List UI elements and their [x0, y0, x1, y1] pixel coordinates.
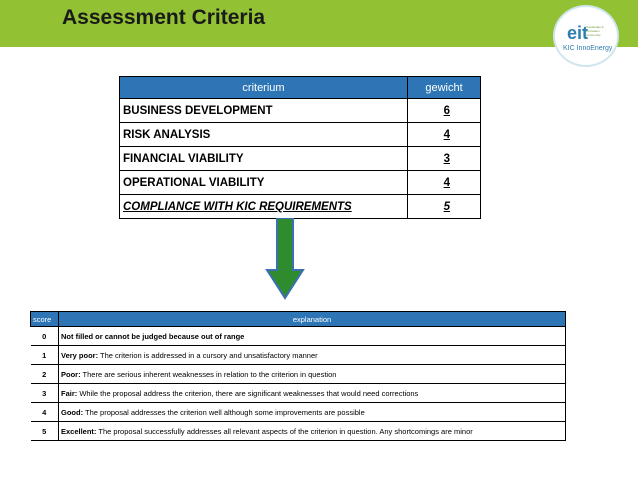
score-cell: 2	[31, 365, 59, 384]
logo-text: KIC InnoEnergy	[563, 45, 613, 52]
score-header: score	[31, 312, 59, 327]
gewicht-cell: 5	[408, 195, 481, 219]
score-header-row	[31, 312, 566, 327]
eit-logo	[553, 5, 619, 67]
criterium-cell: RISK ANALYSIS	[120, 123, 408, 147]
table-row	[31, 422, 566, 441]
explanation-cell	[59, 346, 566, 365]
gewicht-cell: 4	[408, 123, 481, 147]
score-cell: 0	[31, 327, 59, 346]
explanation-text: The criterion is addressed in a cursory and unsatisfactory manner	[98, 350, 318, 360]
explanation-cell	[59, 403, 566, 422]
page-title: Assessment Criteria	[62, 6, 266, 29]
explanation-cell	[59, 384, 566, 403]
table-row	[120, 171, 481, 195]
table-row	[120, 99, 481, 123]
explanation-label: Fair:	[61, 388, 78, 398]
criterium-header: criterium	[120, 77, 408, 99]
table-row	[31, 384, 566, 403]
table-row	[31, 403, 566, 422]
logo-mark: eit	[567, 23, 589, 43]
logo-tagline: Knowledge & innovation community	[586, 25, 604, 37]
table-row	[31, 346, 566, 365]
score-cell: 5	[31, 422, 59, 441]
explanation-label: Good:	[61, 407, 84, 417]
score-cell: 4	[31, 403, 59, 422]
explanation-text: The proposal addresses the criterion well although some improvements are possible	[83, 407, 365, 417]
criteria-table	[119, 76, 481, 219]
explanation-label: Poor:	[61, 369, 81, 379]
gewicht-cell: 6	[408, 99, 481, 123]
explanation-cell	[59, 365, 566, 384]
table-row	[120, 195, 481, 219]
criterium-cell: COMPLIANCE WITH KIC REQUIREMENTS	[120, 195, 408, 219]
explanation-header: explanation	[59, 312, 566, 327]
score-table	[30, 311, 566, 441]
score-cell: 3	[31, 384, 59, 403]
explanation-text: The proposal successfully addresses all relevant aspects of the criterion in question. Any shortcomings are minor	[96, 426, 473, 436]
criteria-header-row	[120, 77, 481, 99]
explanation-label: Very poor:	[61, 350, 99, 360]
table-row	[31, 327, 566, 346]
explanation-text: While the proposal address the criterion, there are significant weaknesses that would need corrections	[77, 388, 419, 398]
criterium-cell: BUSINESS DEVELOPMENT	[120, 99, 408, 123]
gewicht-cell: 4	[408, 171, 481, 195]
table-row	[120, 123, 481, 147]
explanation-label: Excellent:	[61, 426, 97, 436]
gewicht-cell: 3	[408, 147, 481, 171]
gewicht-header: gewicht	[408, 77, 481, 99]
criterium-cell: FINANCIAL VIABILITY	[120, 147, 408, 171]
down-arrow-icon	[265, 218, 305, 300]
table-row	[120, 147, 481, 171]
criterium-cell: OPERATIONAL VIABILITY	[120, 171, 408, 195]
table-row	[31, 365, 566, 384]
explanation-text: There are serious inherent weaknesses in relation to the criterion in question	[80, 369, 337, 379]
score-cell: 1	[31, 346, 59, 365]
explanation-cell	[59, 422, 566, 441]
explanation-label: Not filled or cannot be judged because out of range	[61, 331, 245, 341]
explanation-cell	[59, 327, 566, 346]
